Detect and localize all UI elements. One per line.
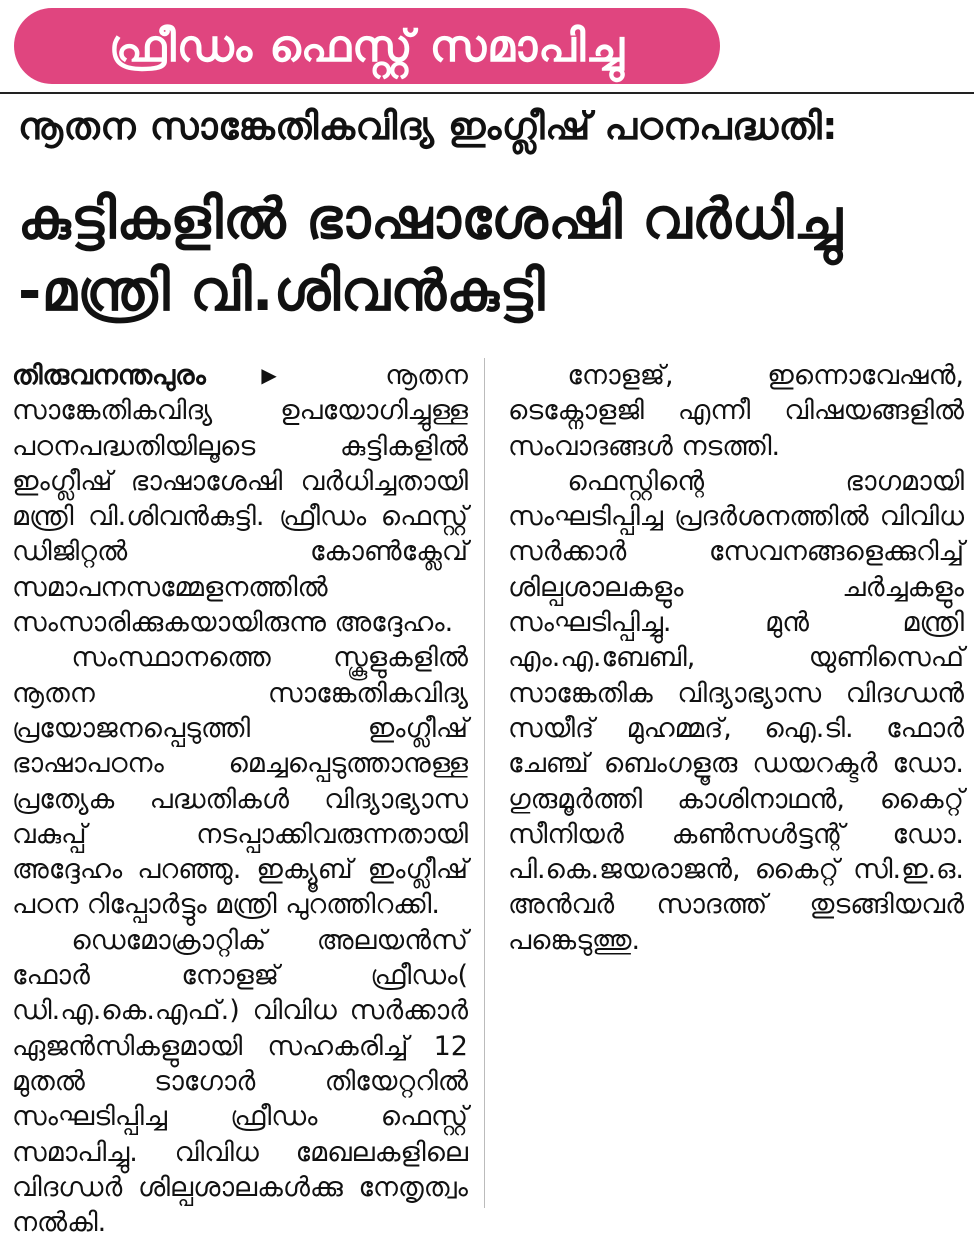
article-column-right	[508, 358, 964, 958]
kicker-banner	[14, 8, 720, 84]
dateline-arrow-icon: ▶	[261, 363, 324, 387]
article-paragraph-2: സംസ്ഥാനത്തെ സ്കൂളുകളിൽ നൂതന സാങ്കേതികവിദ്യ പ്രയോജനപ്പെടുത്തി ഇംഗ്ലീഷ് ഭാഷാപഠനം മെച്ചപ്പെടുത്താനുള്ള പ്രത്യേക പദ്ധതികൾ വിദ്യാഭ്യാസ വകുപ്പ് നടപ്പാക്കിവരുന്നതായി അദ്ദേഹം പറഞ്ഞു. ഇക്യൂബ് ഇംഗ്ലീഷ് പഠന റിപ്പോർട്ടും മന്ത്രി പുറത്തിറക്കി.	[12, 642, 468, 921]
article-paragraph-1	[12, 358, 468, 640]
headline-line-2: -മന്ത്രി വി.ശിവൻകുട്ടി	[18, 259, 546, 324]
paragraph-text: നൂതന സാങ്കേതികവിദ്യ ഉപയോഗിച്ചുള്ള പഠനപദ്ധതിയിലൂടെ കുട്ടികളിൽ ഇംഗ്ലീഷ് ഭാഷാശേഷി വർധിച്ചതായി മന്ത്രി വി.ശിവൻകുട്ടി. ഫ്രീഡം ഫെസ്റ്റ് ഡിജിറ്റൽ കോൺക്ലേവ് സമാപനസമ്മേളനത്തിൽ സംസാരിക്കുകയായിരുന്നു അദ്ദേഹം.	[12, 360, 468, 639]
headline-line-1: കുട്ടികളിൽ ഭാഷാശേഷി വർധിച്ചു	[18, 187, 843, 252]
article-paragraph-3: ഡെമോക്രാറ്റിക് അലയൻസ് ഫോർ നോളജ് ഫ്രീഡം( ഡി.എ.കെ.എഫ്.) വിവിധ സർക്കാർ ഏജൻസികളുമായി സഹകരിച്ച് 12 മുതൽ ടാഗോർ തിയേറ്ററിൽ സംഘടിപ്പിച്ച ഫ്രീഡം ഫെസ്റ്റ് സമാപിച്ചു. വിവിധ മേഖലകളിലെ വിദഗ്ധർ ശില്പശാലകൾക്കു നേതൃത്വം നൽകി.	[12, 924, 468, 1239]
subheadline: നൂതന സാങ്കേതികവിദ്യ ഇംഗ്ലീഷ് പഠനപദ്ധതി:	[18, 104, 838, 148]
article-paragraph-5: ഫെസ്റ്റിന്റെ ഭാഗമായി സംഘടിപ്പിച്ച പ്രദർശനത്തിൽ വിവിധ സർക്കാർ സേവനങ്ങളെക്കുറിച്ച് ശില്പശാലകളും ചർച്ചകളും സംഘടിപ്പിച്ചു. മുൻ മന്ത്രി എം.എ.ബേബി, യുണിസെഫ് സാങ്കേതിക വിദ്യാഭ്യാസ വിദഗ്ധൻ സയീദ് മുഹമ്മദ്, ഐ.ടി. ഫോർ ചേഞ്ച് ബെംഗളൂരു ഡയറക്ടർ ഡോ. ഗുരുമൂർത്തി കാശിനാഥൻ, കൈറ്റ് സീനിയർ കൺസൾട്ടന്റ് ഡോ. പി.കെ.ജയരാജൻ, കൈറ്റ് സി.ഇ.ഒ. അൻവർ സാദത്ത് തുടങ്ങിയവർ പങ്കെടുത്തു.	[508, 465, 964, 956]
article-paragraph-4: നോളജ്, ഇന്നൊവേഷൻ, ടെക്നോളജി എന്നീ വിഷയങ്ങളിൽ സംവാദങ്ങൾ നടത്തി.	[508, 360, 964, 462]
headline	[18, 184, 958, 328]
article-column-left	[12, 358, 468, 1240]
column-divider	[484, 358, 485, 1208]
dateline: തിരുവനന്തപുരം	[12, 360, 206, 391]
kicker-title: ഫ്രീഡം ഫെസ്റ്റ് സമാപിച്ചു	[109, 20, 625, 72]
kicker-divider	[0, 92, 974, 94]
